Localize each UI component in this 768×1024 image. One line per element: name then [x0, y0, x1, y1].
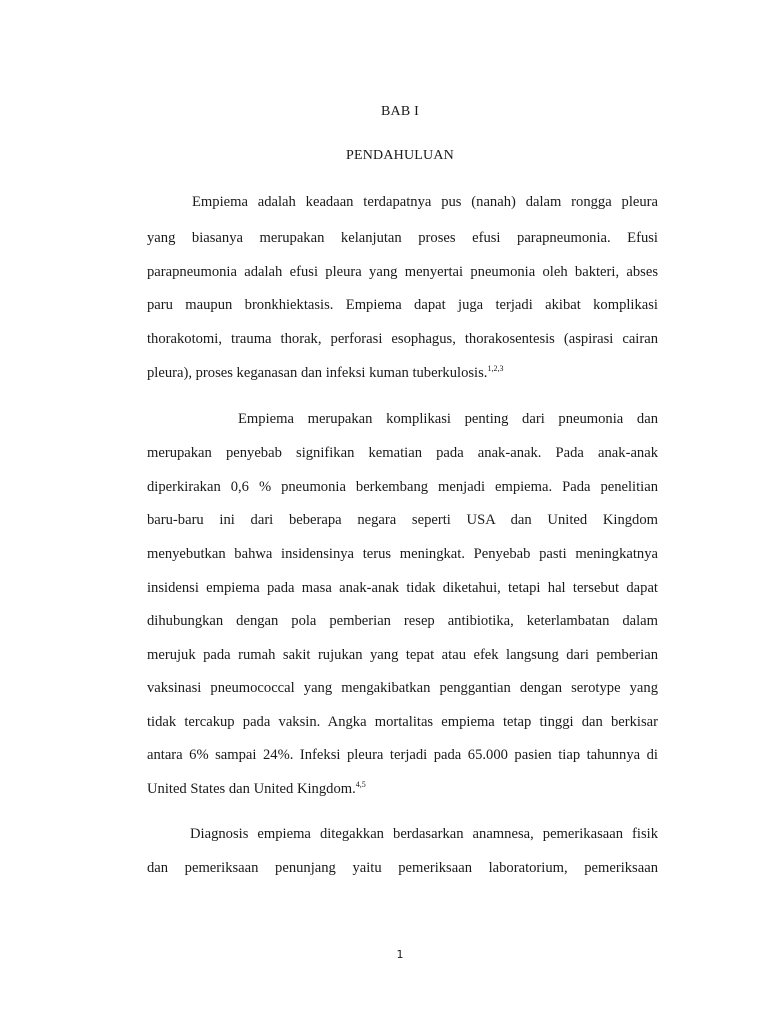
paragraph-3-line-1: Diagnosis empiema ditegakkan berdasarkan anamnesa, pemerikasaan fisik	[190, 826, 658, 842]
paragraph-2-line-12-text: United States dan United Kingdom.	[147, 781, 356, 797]
paragraph-1-line-4: paru maupun bronkhiektasis. Empiema dapat juga terjadi akibat komplikasi	[147, 297, 658, 313]
paragraph-2-line-8: merujuk pada rumah sakit rujukan yang tepat atau efek langsung dari pemberian	[147, 647, 658, 663]
paragraph-1-line-3: parapneumonia adalah efusi pleura yang menyertai pneumonia oleh bakteri, abses	[147, 264, 658, 280]
citation-1: 1,2,3	[487, 364, 504, 373]
paragraph-2-line-4: baru-baru ini dari beberapa negara seperti USA dan United Kingdom	[147, 512, 658, 528]
paragraph-1-line-5: thorakotomi, trauma thorak, perforasi esophagus, thorakosentesis (aspirasi cairan	[147, 331, 658, 347]
paragraph-2-line-6: insidensi empiema pada masa anak-anak tidak diketahui, tetapi hal tersebut dapat	[147, 580, 658, 596]
paragraph-2-line-7: dihubungkan dengan pola pemberian resep antibiotika, keterlambatan dalam	[147, 613, 658, 629]
paragraph-1-line-6-text: pleura), proses keganasan dan infeksi kuman tuberkulosis.	[147, 365, 488, 381]
chapter-title: PENDAHULUAN	[346, 148, 454, 163]
paragraph-2-line-10: tidak tercakup pada vaksin. Angka mortalitas empiema tetap tinggi dan berkisar	[147, 714, 658, 730]
paragraph-2-line-1: Empiema merupakan komplikasi penting dari pneumonia dan	[238, 411, 658, 427]
paragraph-2-line-12	[147, 780, 658, 798]
chapter-heading: BAB I	[381, 104, 419, 119]
paragraph-2-line-2: merupakan penyebab signifikan kematian pada anak-anak. Pada anak-anak	[147, 445, 658, 461]
paragraph-1-line-2: yang biasanya merupakan kelanjutan proses efusi parapneumonia. Efusi	[147, 230, 658, 246]
paragraph-2-line-3: diperkirakan 0,6 % pneumonia berkembang menjadi empiema. Pada penelitian	[147, 479, 658, 495]
page-number: 1	[396, 948, 404, 961]
paragraph-2-line-9: vaksinasi pneumococcal yang mengakibatkan penggantian dengan serotype yang	[147, 680, 658, 696]
paragraph-3-line-2: dan pemeriksaan penunjang yaitu pemeriksaan laboratorium, pemeriksaan	[147, 860, 658, 876]
citation-2: 4,5	[355, 780, 366, 789]
paragraph-2-line-5: menyebutkan bahwa insidensinya terus meningkat. Penyebab pasti meningkatnya	[147, 546, 658, 562]
paragraph-2-line-11: antara 6% sampai 24%. Infeksi pleura terjadi pada 65.000 pasien tiap tahunnya di	[147, 747, 658, 763]
paragraph-1-line-6	[147, 364, 658, 382]
paragraph-1-line-1: Empiema adalah keadaan terdapatnya pus (nanah) dalam rongga pleura	[192, 194, 658, 210]
